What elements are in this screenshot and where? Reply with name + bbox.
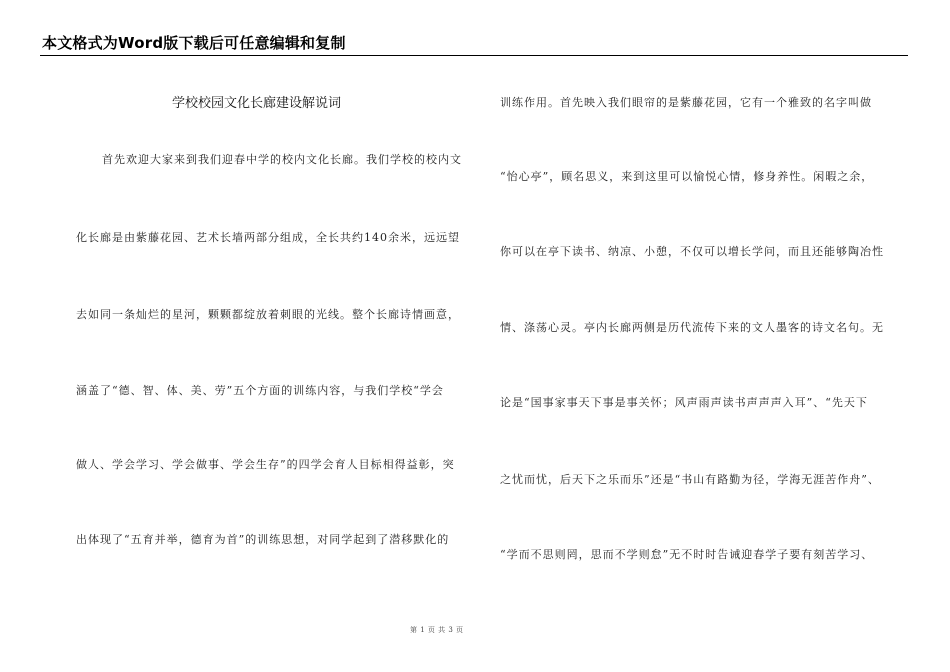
left-column-line: 去如同一条灿烂的星河，颗颗都绽放着刺眼的光线。整个长廊诗情画意， — [76, 308, 460, 321]
left-column-line: 涵盖了“德、智、体、美、劳”五个方面的训练内容，与我们学校“学会 — [76, 384, 444, 397]
right-column-line: “学而不思则罔，思而不学则怠”无不时时告诫迎春学子要有刻苦学习、 — [500, 548, 874, 561]
right-column-line: 情、涤荡心灵。亭内长廊两侧是历代流传下来的文人墨客的诗文名句。无 — [500, 321, 884, 334]
right-column-line: 论是“国事家事天下事是事关怀；风声雨声读书声声声入耳”、“先天下 — [500, 396, 868, 409]
right-column-line: “怡心亭”，顾名思义，来到这里可以愉悦心情，修身养性。闲暇之余， — [500, 170, 874, 183]
left-column-line: 化长廊是由紫藤花园、艺术长墙两部分组成，全长共约140余米，远远望 — [76, 231, 460, 244]
right-column-line: 之忧而忧，后天下之乐而乐”还是“书山有路勤为径，学海无涯苦作舟”、 — [500, 473, 880, 486]
document-header: 本文格式为Word版下载后可任意编辑和复制 — [42, 34, 346, 52]
left-column-line: 出体现了“五育并举，德育为首”的训练思想，对同学起到了潜移默化的 — [76, 533, 450, 546]
header-divider — [40, 55, 908, 56]
document-title: 学校校园文化长廊建设解说词 — [172, 96, 342, 111]
left-column-line: 首先欢迎大家来到我们迎春中学的校内文化长廊。我们学校的校内文 — [102, 153, 462, 166]
right-column-line: 你可以在亭下读书、纳凉、小憩，不仅可以增长学问，而且还能够陶冶性 — [500, 245, 884, 258]
right-column-line: 训练作用。首先映入我们眼帘的是紫藤花园，它有一个雅致的名字叫做 — [500, 96, 872, 109]
left-column-line: 做人、学会学习、学会做事、学会生存”的四学会育人目标相得益彰，突 — [76, 458, 455, 471]
page-number: 第 1 页 共 3 页 — [410, 626, 464, 634]
